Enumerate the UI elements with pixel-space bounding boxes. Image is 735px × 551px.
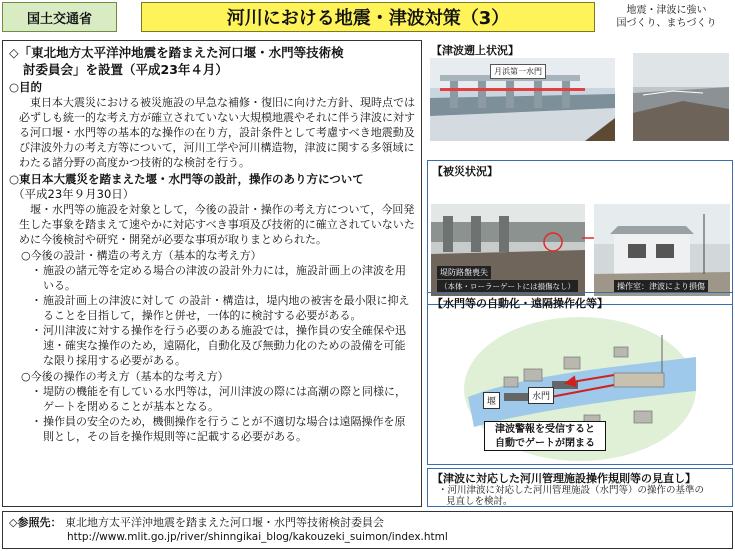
weir-tag: 堰: [483, 392, 500, 409]
levee-photo: [431, 204, 585, 296]
rules-label: 【津波に対応した河川管理施設操作規則等の見直し】: [432, 472, 696, 485]
design-item: ・ 河川津波に対する操作を行う必要のある施設では，操作員の安全確保や迅速・確実な操作のため，遠隔化，自動化及び無動力化のための設備を可能な限り採用する必要がある。: [43, 323, 415, 368]
auto-close-callout: [484, 421, 606, 451]
header: [0, 0, 735, 36]
operation-title: ○今後の操作の考え方（基本的な考え方）: [21, 370, 229, 383]
theme-label: [600, 2, 733, 32]
tsunami-photo: [430, 58, 615, 141]
callout-line-2: 自動でゲートが閉まる: [495, 438, 595, 449]
committee-heading-1: ◇「東北地方太平洋沖地震を踏まえた河口堰・水門等技術検: [9, 45, 344, 60]
design-item: ・ 施設計画上の津波に対して の設計・構造は，堤内地の被害を最小限に抑えることを目指して，操作と併せ，一体的に検討する必要がある。: [43, 293, 415, 323]
rules-panel: [427, 468, 733, 507]
policy-date: （平成23年９月30日）: [13, 187, 135, 201]
levee-caption: 堤防路盤喪失: [437, 266, 491, 279]
rules-note-2: 見直しを検討。: [446, 496, 513, 507]
design-item: ・ 施設の諸元等を定める場合の津波の設計外力には，施設計画上の津波を用いる。: [43, 263, 415, 293]
design-list: [9, 263, 415, 368]
control-room-photo: [594, 204, 730, 296]
policy-title: ○東日本大震災を踏まえた堰・水門等の設計，操作のあり方について: [9, 172, 364, 186]
theme-line-1: 地震・津波に強い: [626, 5, 707, 16]
operation-list: [9, 384, 415, 444]
reference-link[interactable]: http://www.mlit.go.jp/river/shinngikai_blog/kakouzeki_suimon/index.html: [67, 531, 448, 543]
damage-panel: [427, 160, 733, 305]
committee-section: [2, 40, 422, 507]
gate-sign: 月浜第一水門: [490, 64, 546, 79]
automation-label: 【水門等の自動化・遠隔操作化等】: [432, 297, 608, 310]
committee-heading-2: 討委員会」を設置（平成23年４月）: [23, 62, 228, 77]
control-room-caption: 操作室：津波により損傷: [614, 280, 708, 293]
damage-label: 【被災状況】: [432, 165, 498, 178]
purpose-title: ○目的: [9, 80, 43, 94]
policy-body: 堰・水門等の施設を対象として，今後の設計・操作の考え方について，今回発生した事象を踏まえて速やかに対応すべき事項及び技術的に確立されていないために今後検討や研究・開発が必要な事項が取りまとめられた。: [19, 203, 415, 246]
reference-label: ◇参照先：: [9, 516, 62, 529]
tsunami-panel: [427, 40, 733, 148]
right-column: [427, 40, 733, 507]
levee-caption-2: （本体・ローラーゲートには損傷なし）: [437, 280, 578, 293]
reference-row: [9, 515, 726, 530]
automation-panel: [427, 292, 733, 465]
reference-footer: [2, 511, 733, 549]
purpose-body: 東日本大震災における被災施設の早急な補修・復旧に向けた方針、現時点では必ずしも統一的な考え方が確立されていない大規模地震やそれに伴う津波に対する河口堰・水門等の基本的な操作の在り方，設計条件として考慮すべき地震動及び津波外力の考え方等について，河川工学や河川構造物，津波に関する多領域にわたる諸分野の高度かつ技術的な検討を行う。: [19, 96, 415, 169]
design-title: ○今後の設計・構造の考え方（基本的な考え方）: [21, 249, 262, 262]
operation-item: ・ 操作員の安全のため，機側操作を行うことが不適切な場合は遠隔操作を原則とし，その旨を操作規則等に記載する必要がある。: [43, 414, 415, 444]
operation-item: ・ 堤防の機能を有している水門等は，河川津波の際には高潮の際と同様に，ゲートを閉めることが基本となる。: [43, 384, 415, 414]
theme-line-2: 国づくり、まちづくり: [616, 18, 717, 29]
floodgate-tag: 水門: [528, 387, 554, 404]
flood-photo: [633, 53, 729, 141]
callout-line-1: 津波警報を受信すると: [495, 424, 595, 435]
rules-note-1: ・河川津波に対応した河川管理施設（水門等）の操作の基準の: [438, 485, 705, 496]
ministry-label: 国土交通省: [2, 2, 117, 32]
tsunami-label: 【津波遡上状況】: [431, 44, 519, 57]
page-title: 河川における地震・津波対策（3）: [141, 2, 595, 32]
reference-name: 東北地方太平洋沖地震を踏まえた河口堰・水門等技術検討委員会: [64, 516, 384, 529]
